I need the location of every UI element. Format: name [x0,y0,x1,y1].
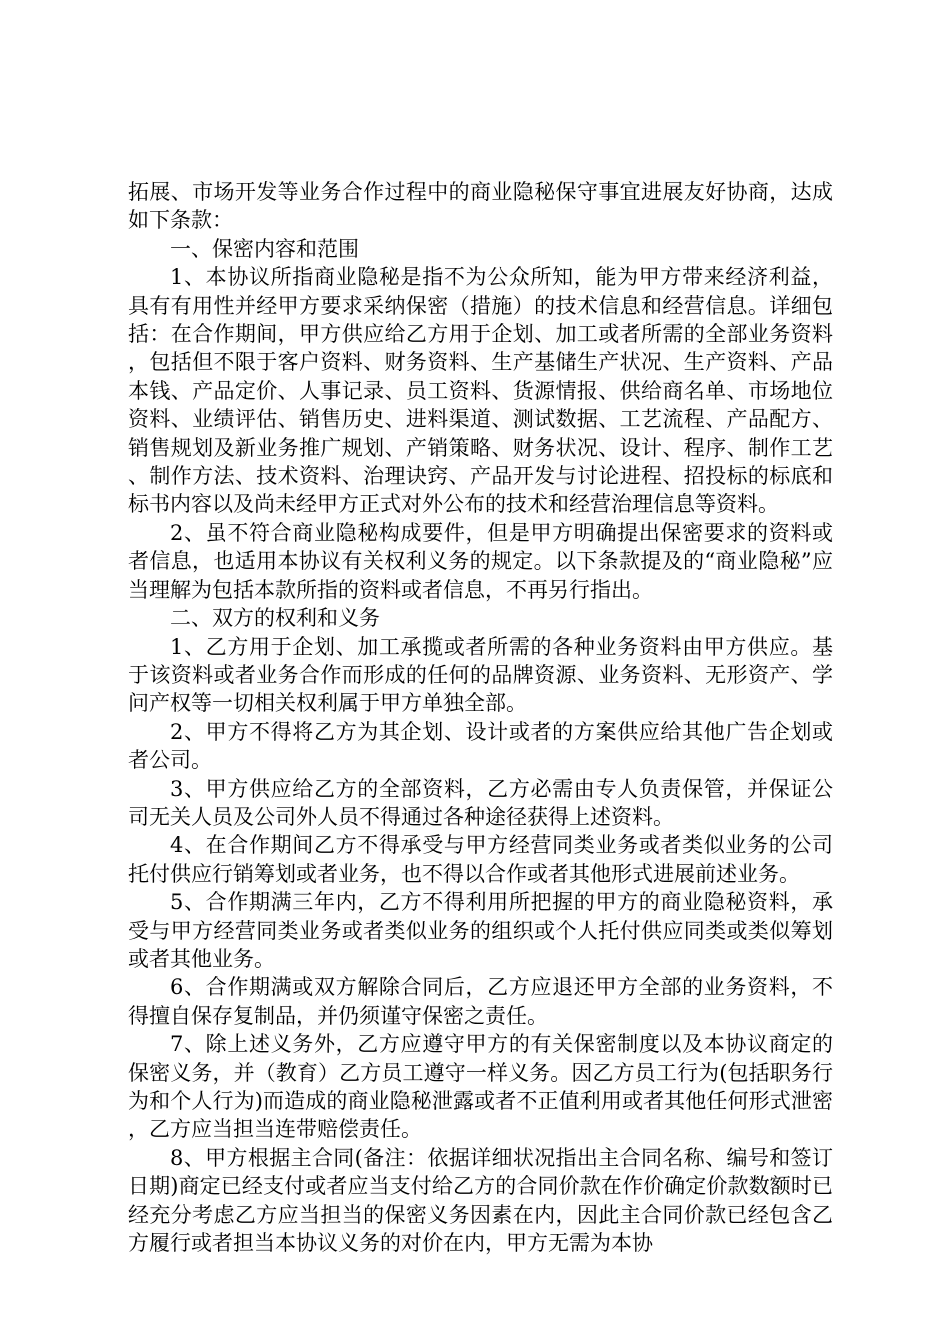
document-page [128,178,833,1257]
clause-2-2: 2、甲方不得将乙方为其企划、设计或者的方案供应给其他广告企划或者公司。 [128,719,833,773]
section-heading-confidentiality-scope: 一、保密内容和范围 [170,236,359,261]
clause-2-7: 7、除上述义务外，乙方应遵守甲方的有关保密制度以及本协议商定的保密义务，并（教育）乙方员工遵守一样义务。因乙方员工行为(包括职务行为和个人行为)而造成的商业隐秘泄露或者不正值利用或者其他任何形式泄密，乙方应当担当连带赔偿责任。 [128,1032,833,1142]
clause-2-6: 6、合作期满或双方解除合同后，乙方应退还甲方全部的业务资料，不得擅自保存复制品，并仍须谨守保密之责任。 [128,975,833,1028]
clause-2-3: 3、甲方供应给乙方的全部资料，乙方必需由专人负责保管，并保证公司无关人员及公司外人员不得通过各种途径获得上述资料。 [128,776,833,829]
clause-2-4: 4、在合作期间乙方不得承受与甲方经营同类业务或者类似业务的公司托付供应行销筹划或者业务，也不得以合作或者其他形式进展前述业务。 [128,833,833,886]
clause-2-8: 8、甲方根据主合同(备注：依据详细状况指出主合同名称、编号和签订日期)商定已经支付或者应当支付给乙方的合同价款在作价确定价款数额时已经充分考虑乙方应当担当的保密义务因素在内，因此主合同价款已经包含乙方履行或者担当本协议义务的对价在内，甲方无需为本协 [128,1145,833,1256]
clause-2-1: 1、乙方用于企划、加工承揽或者所需的各种业务资料由甲方供应。基于该资料或者业务合作而形成的任何的品牌资源、业务资料、无形资产、学问产权等一切相关权利属于甲方单独全部。 [128,634,833,716]
paragraph-intro-continuation: 拓展、市场开发等业务合作过程中的商业隐秘保守事宜进展友好协商，达成如下条款： [128,180,833,233]
section-heading-rights-obligations: 二、双方的权利和义务 [170,606,380,631]
clause-2-5: 5、合作期满三年内，乙方不得利用所把握的甲方的商业隐秘资料，承受与甲方经营同类业务或者类似业务的组织或个人托付供应同类或类似筹划或者其他业务。 [128,890,833,971]
clause-1-1: 1、本协议所指商业隐秘是指不为公众所知，能为甲方带来经济利益，具有有用性并经甲方要求采纳保密（措施）的技术信息和经营信息。详细包括：在合作期间，甲方供应给乙方用于企划、加工或者所需的全部业务资料，包括但不限于客户资料、财务资料、生产基储生产状况、生产资料、产品本钱、产品定价、人事记录、员工资料、货源情报、供给商名单、市场地位资料、业绩评估、销售历史、进料渠道、测试数据、工艺流程、产品配方、销售规划及新业务推广规划、产销策略、财务状况、设计、程序、制作工艺、制作方法、技术资料、治理诀窍、产品开发与讨论进程、招投标的标底和标书内容以及尚未经甲方正式对外公布的技术和经营治理信息等资料。 [128,265,833,517]
clause-1-2: 2、虽不符合商业隐秘构成要件，但是甲方明确提出保密要求的资料或者信息，也适用本协议有关权利义务的规定。以下条款提及的“商业隐秘”应当理解为包括本款所指的资料或者信息，不再另行指出。 [128,520,833,602]
